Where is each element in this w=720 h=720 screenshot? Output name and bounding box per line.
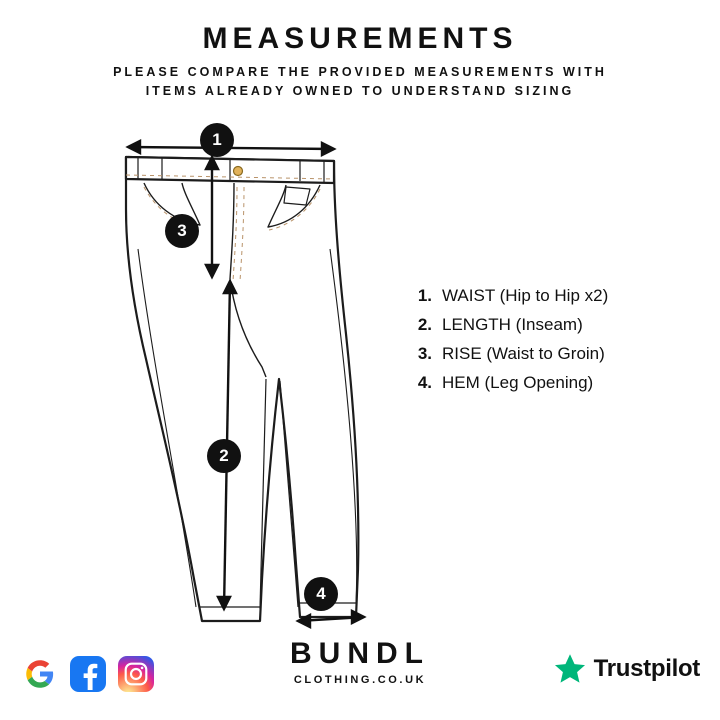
legend-number-1: 1. [417, 286, 432, 305]
legend-label-3: RISE (Waist to Groin) [442, 344, 605, 363]
trustpilot-label: Trustpilot [593, 655, 700, 682]
legend-number-3: 3. [417, 344, 432, 363]
legend-number-4: 4. [417, 373, 432, 392]
marker-waist: 1 [200, 123, 234, 157]
page-title: MEASUREMENTS [202, 22, 518, 55]
legend-item-waist [406, 286, 686, 306]
legend-item-hem [406, 373, 686, 393]
marker-hem: 4 [304, 577, 338, 611]
brand-website: CLOTHING.CO.UK [293, 674, 427, 686]
sheet [14, 14, 706, 706]
jeans-diagram [34, 109, 404, 649]
legend-item-rise [406, 344, 686, 364]
subtitle-line-2: ITEMS ALREADY OWNED TO UNDERSTAND SIZING [145, 84, 575, 99]
measurement-legend [406, 286, 686, 402]
page-subtitle [14, 63, 706, 102]
trustpilot-star-icon [553, 652, 587, 686]
footer [14, 626, 706, 700]
trustpilot-badge[interactable] [553, 652, 700, 686]
legend-label-4: HEM (Leg Opening) [442, 373, 594, 392]
marker-length: 2 [207, 439, 241, 473]
subtitle-line-1: PLEASE COMPARE THE PROVIDED MEASUREMENTS WITH [113, 65, 607, 79]
legend-item-length [406, 315, 686, 335]
legend-number-2: 2. [417, 315, 432, 334]
legend-label-1: WAIST (Hip to Hip x2) [442, 286, 609, 305]
jeans-illustration-svg [34, 109, 404, 649]
legend-label-2: LENGTH (Inseam) [442, 315, 583, 334]
header [14, 22, 706, 102]
brand-name: BUNDL [290, 637, 430, 670]
marker-rise: 3 [165, 214, 199, 248]
